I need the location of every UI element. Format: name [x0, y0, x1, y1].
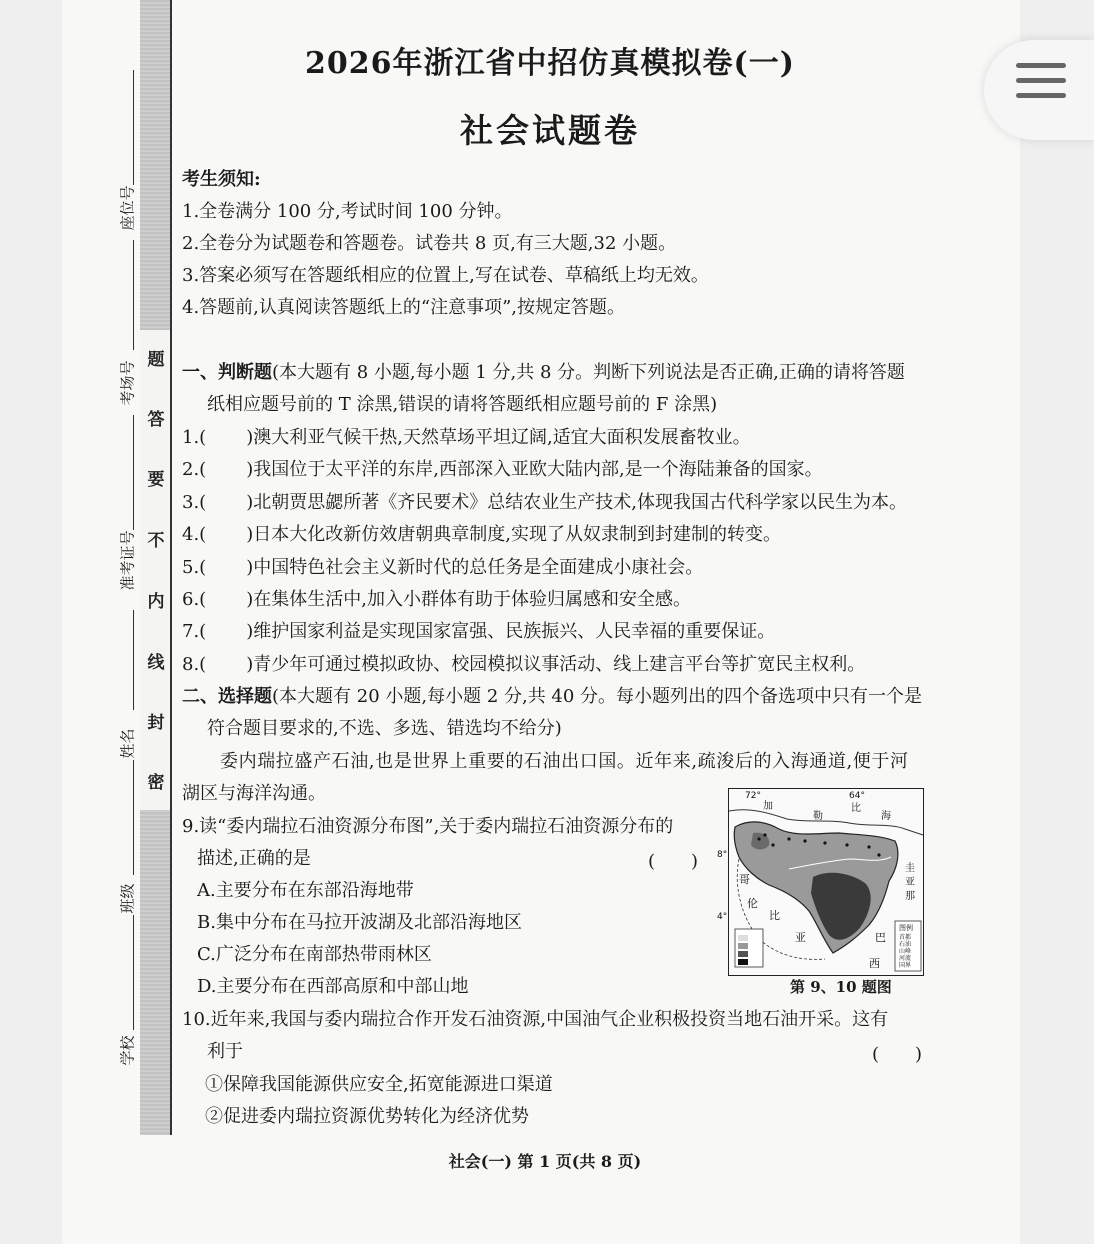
seal-char: 不 [147, 531, 165, 551]
exam-room-label: 考场号 [118, 360, 137, 406]
item-text: )我国位于太平洋的东岸,西部深入亚欧大陆内部,是一个海陆兼备的国家。 [246, 459, 823, 480]
school-line[interactable] [133, 915, 134, 1030]
material-text-cont: 湖区与海洋沟通。 [182, 783, 326, 804]
seat-number-label: 座位号 [118, 185, 137, 231]
option-b: B.集中分布在马拉开波湖及北部沿海地区 [197, 912, 522, 933]
exam-room-line[interactable] [133, 240, 134, 350]
judgment-item [182, 491, 907, 515]
legend-title: 图例 [899, 924, 913, 932]
name-line[interactable] [133, 610, 134, 710]
judgment-item [182, 620, 775, 644]
class-line[interactable] [133, 760, 134, 875]
section2-heading: 二、选择题 [182, 686, 272, 707]
menu-icon-bar [1016, 93, 1066, 98]
notice-heading: 考生须知: [182, 169, 261, 190]
statement-2: ②促进委内瑞拉资源优势转化为经济优势 [205, 1106, 529, 1127]
binding-line [170, 0, 172, 1135]
menu-icon-bar [1016, 63, 1066, 68]
elevation-swatch [738, 943, 748, 949]
country-label: 圭 [905, 863, 915, 874]
item-number: 8.( [182, 654, 207, 675]
judgment-item [182, 653, 865, 677]
latitude-label: 8° [717, 850, 728, 860]
item-text: )澳大利亚气候干热,天然草场平坦辽阔,适宜大面积发展畜牧业。 [246, 427, 751, 448]
seal-char: 答 [147, 410, 165, 430]
country-label: 哥 [739, 873, 750, 886]
binding-strip-seal-area [140, 330, 170, 810]
notice-item: 1.全卷满分 100 分,考试时间 100 分钟。 [182, 201, 513, 222]
section2-instructions-cont: 符合题目要求的,不选、多选、错选均不给分) [207, 718, 562, 739]
map-caption: 第 9、10 题图 [790, 978, 892, 996]
country-label: 西 [869, 957, 880, 970]
map-drawing [717, 789, 923, 975]
section2-intro [182, 685, 922, 709]
sea-label: 海 [881, 811, 891, 822]
country-label: 巴 [875, 931, 886, 944]
admission-number-line[interactable] [133, 415, 134, 530]
seal-char: 密 [147, 773, 165, 793]
question-10-answer-paren[interactable]: ( ) [872, 1044, 923, 1065]
longitude-label: 72° [745, 791, 761, 801]
item-number: 5.( [182, 557, 207, 578]
sea-label: 勒 [813, 811, 823, 822]
seal-char: 要 [147, 470, 165, 490]
elevation-swatch [738, 935, 748, 941]
notice-item: 3.答案必须写在答题纸相应的位置上,写在试卷、草稿纸上均无效。 [182, 265, 709, 286]
legend-item: 山峰 [899, 948, 912, 955]
notice-item: 2.全卷分为试题卷和答题卷。试卷共 8 页,有三大题,32 小题。 [182, 233, 677, 254]
seat-number-line[interactable] [133, 70, 134, 185]
section2-instructions: (本大题有 20 小题,每小题 2 分,共 40 分。每小题列出的四个备选项中只有一个是 [272, 686, 923, 707]
school-label: 学校 [118, 1035, 137, 1066]
judgment-item [182, 426, 751, 450]
sea-label: 加 [763, 801, 773, 812]
latitude-label: 4° [717, 912, 728, 922]
country-label: 伦 [747, 897, 758, 910]
elevation-swatch [738, 951, 748, 957]
section1-instructions-cont: 纸相应题号前的 T 涂黑,错误的请将答题纸相应题号前的 F 涂黑) [207, 394, 718, 415]
seal-char: 内 [147, 592, 165, 612]
option-c: C.广泛分布在南部热带雨林区 [197, 944, 432, 965]
sea-label: 比 [851, 803, 861, 814]
question-9-stem-cont: 描述,正确的是 [197, 848, 311, 869]
exam-subtitle: 社会试题卷 [460, 111, 640, 150]
item-number: 2.( [182, 459, 207, 480]
item-number: 3.( [182, 492, 207, 513]
menu-button[interactable] [984, 40, 1094, 140]
country-label: 亚 [905, 877, 915, 888]
country-label: 亚 [795, 931, 806, 944]
legend-item: 石油 [899, 941, 912, 948]
item-text: )青少年可通过模拟政协、校园模拟议事活动、线上建言平台等扩宽民主权利。 [246, 654, 866, 675]
item-text: )在集体生活中,加入小群体有助于体验归属感和安全感。 [246, 589, 691, 610]
judgment-item [182, 458, 823, 482]
longitude-label: 64° [849, 791, 865, 801]
section1-intro [182, 361, 905, 385]
name-label: 姓名 [118, 728, 137, 759]
seal-char: 题 [147, 350, 165, 370]
seal-char: 线 [147, 653, 165, 673]
notice-item: 4.答题前,认真阅读答题纸上的“注意事项”,按规定答题。 [182, 297, 626, 318]
item-number: 4.( [182, 524, 207, 545]
option-a: A.主要分布在东部沿海地带 [197, 880, 414, 901]
item-text: )维护国家利益是实现国家富强、民族振兴、人民幸福的重要保证。 [246, 621, 776, 642]
admission-number-label: 准考证号 [118, 530, 137, 591]
legend-item: 首都 [899, 934, 912, 941]
item-text: )中国特色社会主义新时代的总任务是全面建成小康社会。 [246, 557, 704, 578]
item-text: )日本大化改新仿效唐朝典章制度,实现了从奴隶制到封建制的转变。 [246, 524, 781, 545]
question-9-stem: 9.读“委内瑞拉石油资源分布图”,关于委内瑞拉石油资源分布的 [182, 816, 674, 837]
item-number: 1.( [182, 427, 207, 448]
statement-1: ①保障我国能源供应安全,拓宽能源进口渠道 [205, 1074, 553, 1095]
exam-title: 2026年浙江省中招仿真模拟卷(一) [305, 46, 795, 81]
section1-instructions: (本大题有 8 小题,每小题 1 分,共 8 分。判断下列说法是否正确,正确的请将答题 [272, 362, 905, 383]
judgment-item [182, 556, 703, 580]
section1-heading: 一、判断题 [182, 362, 272, 383]
menu-icon-bar [1016, 78, 1066, 83]
page-footer: 社会(一) 第 1 页(共 8 页) [448, 1152, 642, 1171]
country-label: 比 [769, 909, 780, 922]
question-10-stem: 10.近年来,我国与委内瑞拉合作开发石油资源,中国油气企业积极投资当地石油开采。这有 [182, 1009, 889, 1030]
question-9-answer-paren[interactable]: ( ) [648, 851, 699, 872]
venezuela-oil-map [717, 788, 924, 976]
seal-char: 封 [147, 713, 165, 733]
material-text: 委内瑞拉盛产石油,也是世界上重要的石油出口国。近年来,疏浚后的入海通道,便于河 [220, 751, 909, 772]
legend-item: 国界 [899, 962, 912, 969]
option-d: D.主要分布在西部高原和中部山地 [197, 976, 469, 997]
item-number: 6.( [182, 589, 207, 610]
class-label: 班级 [118, 883, 137, 914]
item-text: )北朝贾思勰所著《齐民要术》总结农业生产技术,体现我国古代科学家以民生为本。 [246, 492, 907, 513]
question-10-stem-cont: 利于 [207, 1041, 243, 1062]
elevation-swatch [738, 959, 748, 965]
judgment-item [182, 523, 781, 547]
legend-item: 河流 [899, 955, 912, 962]
judgment-item [182, 588, 691, 612]
country-label: 那 [905, 891, 915, 902]
item-number: 7.( [182, 621, 207, 642]
